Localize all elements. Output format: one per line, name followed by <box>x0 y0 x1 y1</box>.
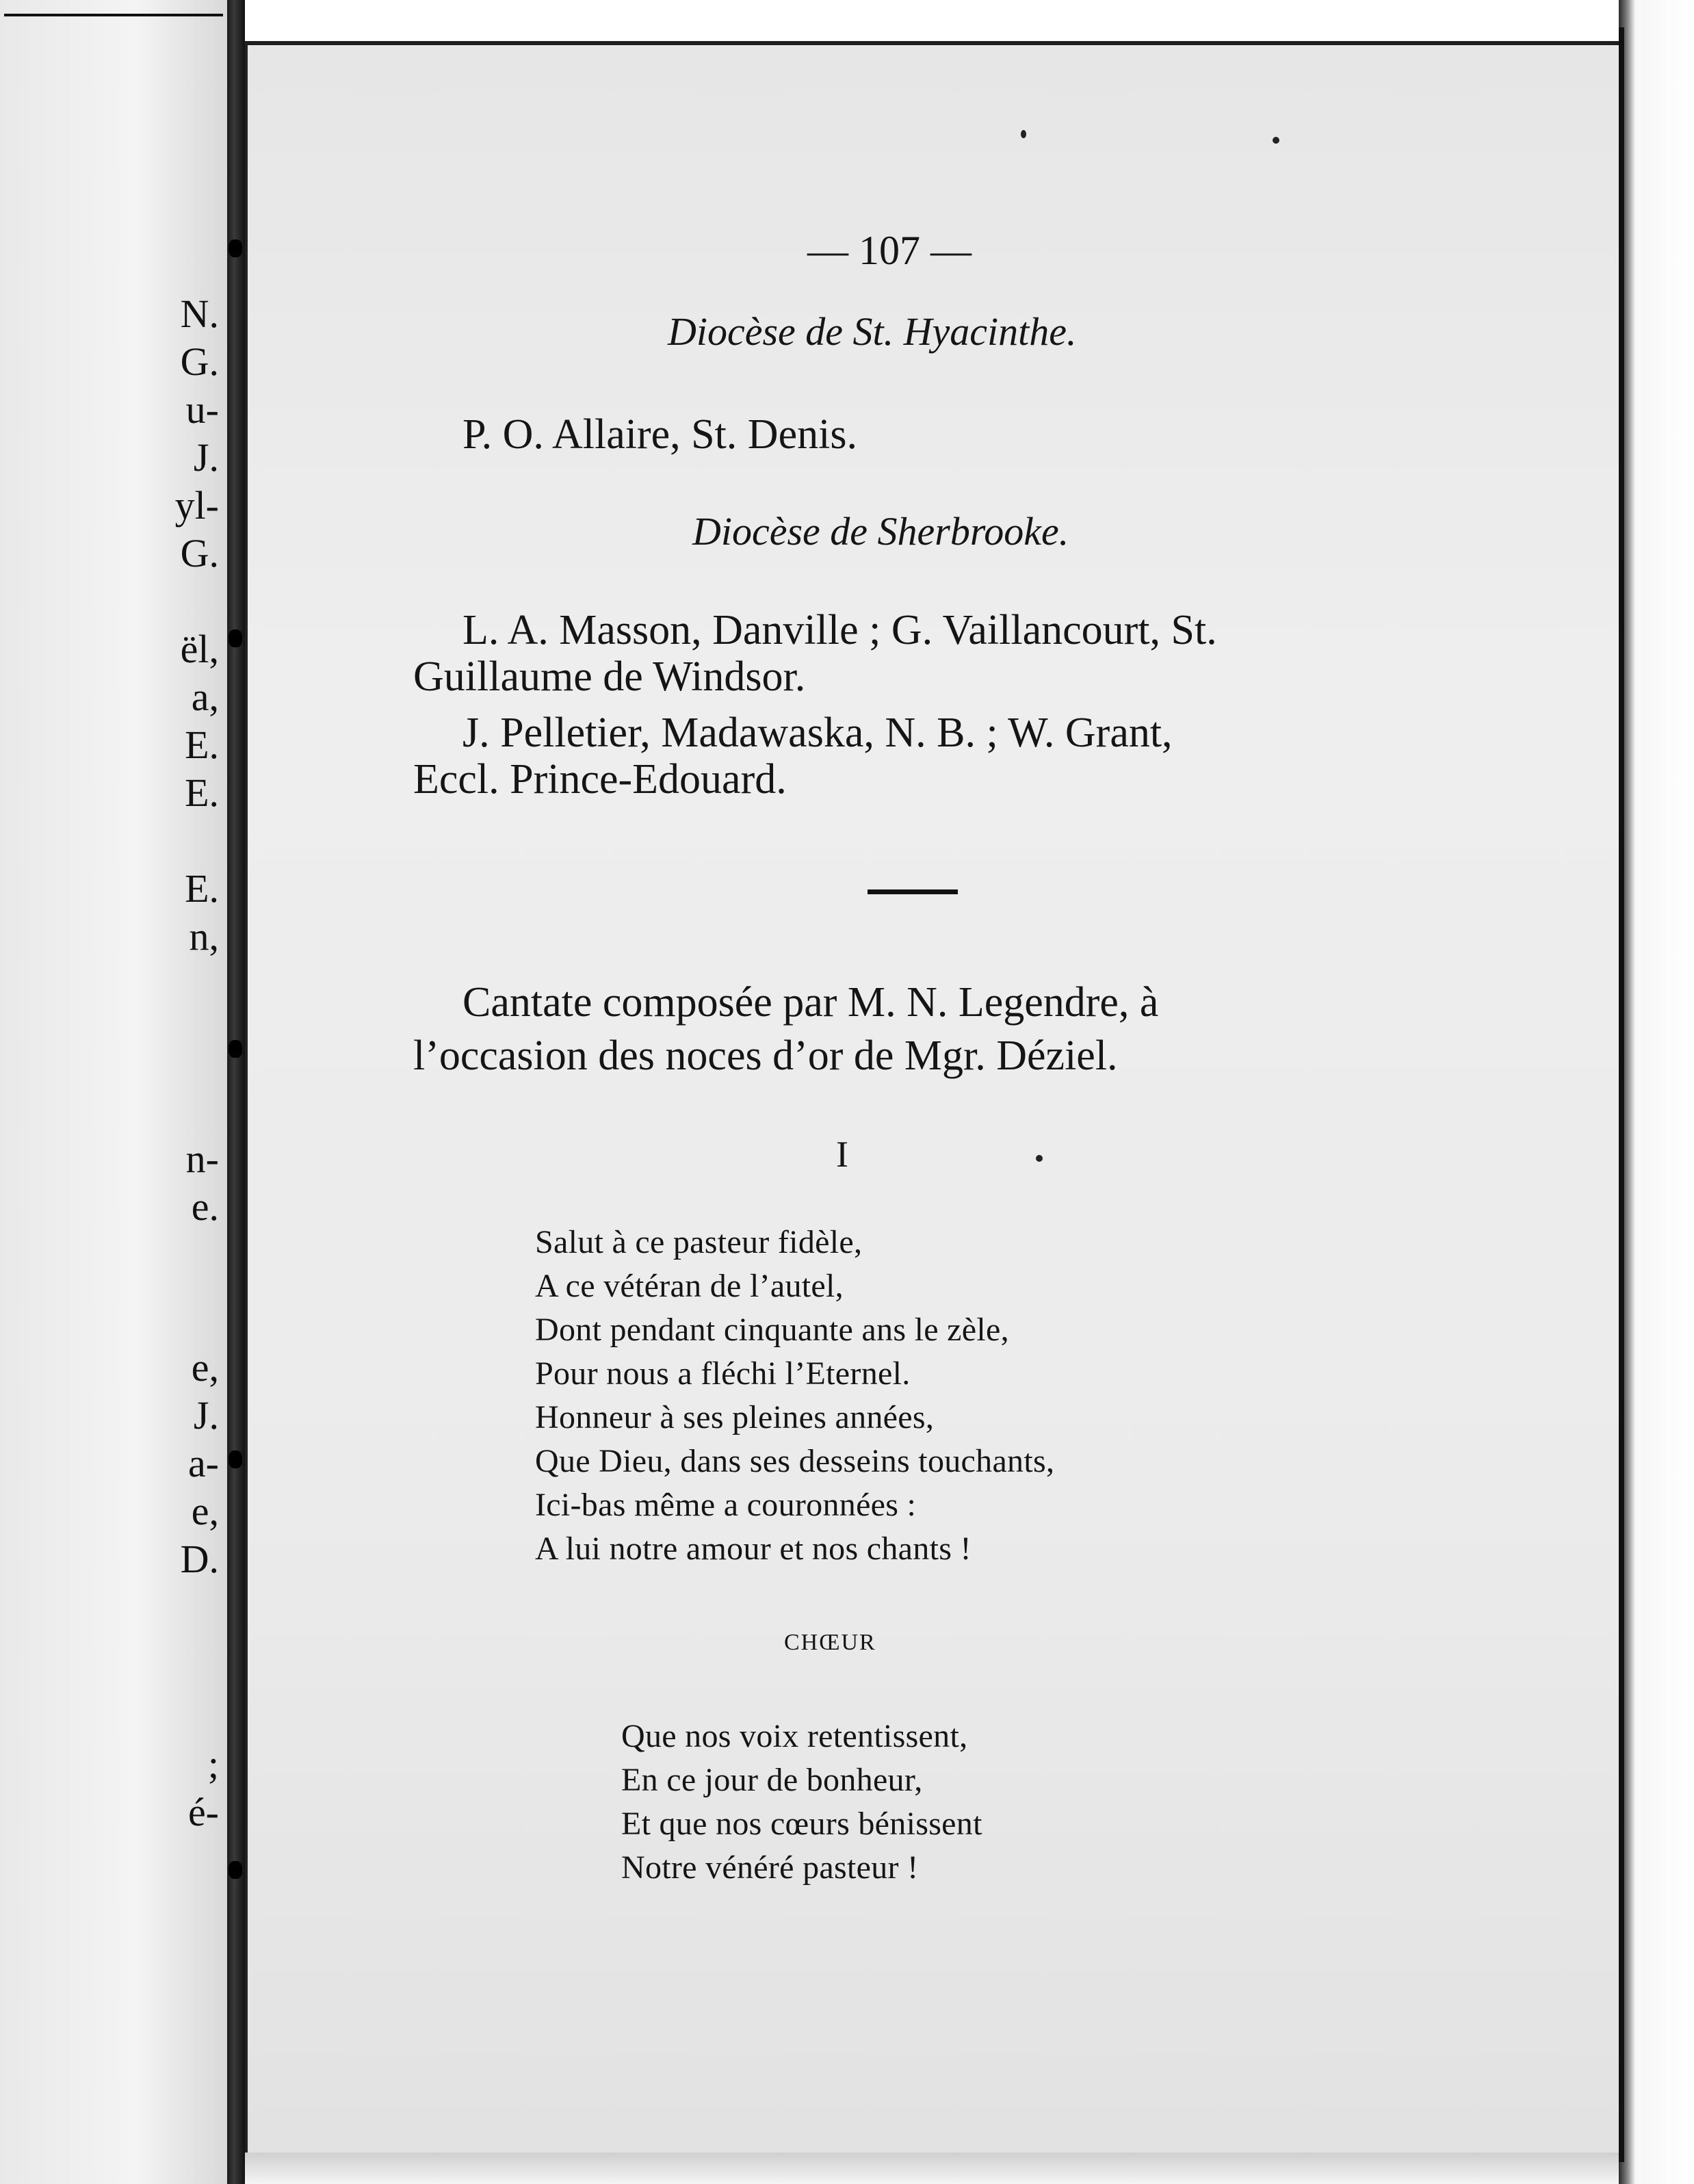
verse-line: Ici-bas même a couronnées : <box>535 1487 917 1523</box>
verse-line: Pour nous a fléchi l’Eternel. <box>535 1355 911 1392</box>
left-page-fragment: D. <box>180 1537 219 1581</box>
binding-stitch <box>229 629 242 647</box>
verse-line: Que Dieu, dans ses desseins touchants, <box>535 1443 1055 1479</box>
left-page-fragment: J. <box>193 435 219 480</box>
chorus-line: Et que nos cœurs bénissent <box>621 1806 982 1842</box>
left-page-fragment: G. <box>180 339 219 384</box>
left-page-fragment: a, <box>191 675 219 719</box>
verse-line: Honneur à ses pleines années, <box>535 1399 935 1435</box>
left-facing-page <box>0 0 227 2184</box>
left-page-fragment: é- <box>187 1790 219 1834</box>
left-page-fragment: N. <box>180 291 219 336</box>
left-page-fragment: n- <box>185 1136 219 1181</box>
dust-speck <box>1273 137 1279 144</box>
left-page-fragment: e. <box>191 1184 219 1229</box>
left-page-fragment: E. <box>185 866 219 911</box>
diocese-heading: Diocèse de Sherbrooke. <box>692 509 1069 554</box>
binding-stitch <box>229 239 242 257</box>
verse-line: A lui notre amour et nos chants ! <box>535 1531 972 1567</box>
verse-line: Salut à ce pasteur fidèle, <box>535 1224 863 1260</box>
page-right-edge-line <box>1619 27 1624 2162</box>
stanza-number: I <box>836 1134 848 1175</box>
clergy-entry-line: Eccl. Prince-Edouard. <box>413 756 787 803</box>
binding-stitch <box>229 1451 242 1468</box>
left-page-fragment: e, <box>191 1345 219 1390</box>
clergy-entry-line: Guillaume de Windsor. <box>413 653 806 700</box>
verse-line: A ce vétéran de l’autel, <box>535 1268 844 1304</box>
left-page-fragment: e, <box>191 1489 219 1533</box>
page-number: — 107 — <box>807 228 972 273</box>
diocese-heading: Diocèse de St. Hyacinthe. <box>668 309 1077 354</box>
dust-speck <box>1021 130 1026 138</box>
book-gutter <box>227 0 245 2184</box>
left-page-fragment: ël, <box>180 627 219 671</box>
chorus-line: Notre vénéré pasteur ! <box>621 1849 919 1886</box>
left-page-fragment: J. <box>193 1393 219 1438</box>
left-page-fragment: u- <box>185 387 219 432</box>
left-page-top-edge <box>4 14 223 16</box>
chorus-line: Que nos voix retentissent, <box>621 1718 968 1754</box>
left-page-fragment: E. <box>185 770 219 815</box>
chorus-heading: CHŒUR <box>784 1630 876 1655</box>
clergy-entry-line: J. Pelletier, Madawaska, N. B. ; W. Grant, <box>462 710 1173 756</box>
left-page-fragment: a- <box>187 1441 219 1485</box>
left-page-fragment: ; <box>207 1742 219 1786</box>
page-bottom-edge <box>245 2153 1619 2184</box>
binding-stitch <box>229 1040 242 1058</box>
dust-speck <box>1036 1155 1043 1162</box>
left-page-fragment: yl- <box>174 483 219 528</box>
cantata-intro-line: Cantate composée par M. N. Legendre, à <box>462 979 1159 1026</box>
binding-stitch <box>229 1861 242 1879</box>
page-right-margin <box>1619 0 1694 2184</box>
clergy-entry-line: P. O. Allaire, St. Denis. <box>462 411 857 458</box>
left-page-fragment: n, <box>189 914 219 959</box>
chorus-line: En ce jour de bonheur, <box>621 1762 923 1798</box>
section-divider <box>868 889 958 894</box>
left-page-fragment: G. <box>180 531 219 575</box>
clergy-entry-line: L. A. Masson, Danville ; G. Vaillancourt, St. <box>462 607 1217 653</box>
cantata-intro-line: l’occasion des noces d’or de Mgr. Déziel. <box>413 1032 1118 1079</box>
verse-line: Dont pendant cinquante ans le zèle, <box>535 1312 1009 1348</box>
left-page-fragment: E. <box>185 723 219 767</box>
